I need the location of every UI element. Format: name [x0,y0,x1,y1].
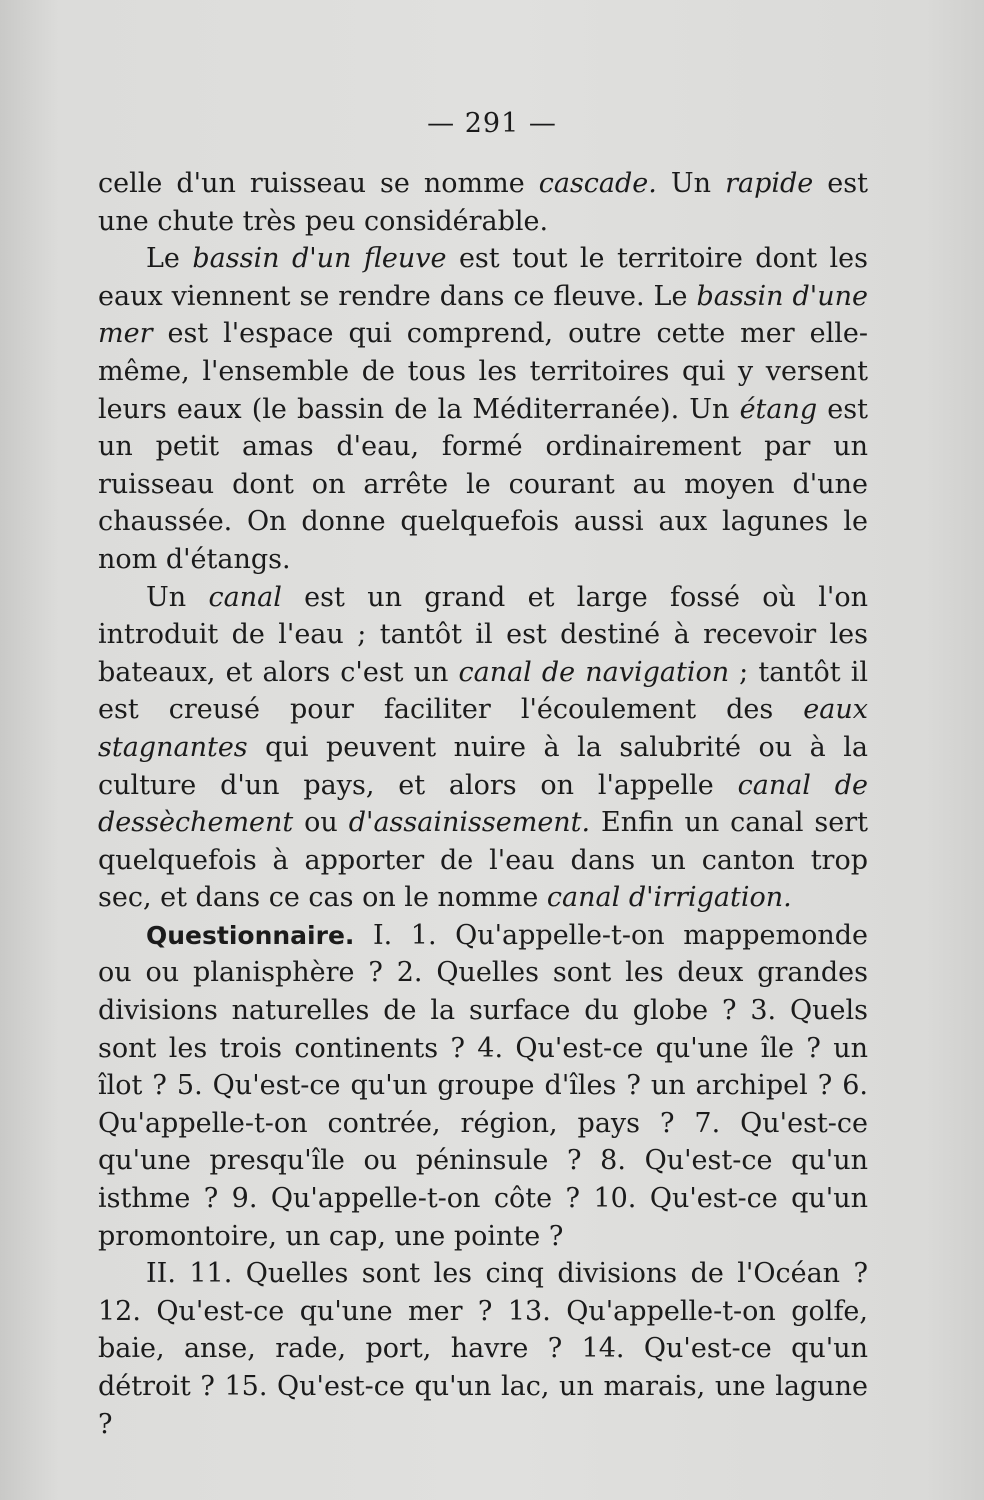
paragraph-questionnaire-1 [98,917,868,1255]
text-run: Enfin un canal sert quelquefois à apporter de l'eau dans un canton trop sec, et dans ce cas on le nomme [98,807,868,914]
italic-term: canal d'irrigation. [546,882,792,914]
text-run: ; tantôt il est creusé pour faciliter l'écoulement des [98,656,868,726]
text-run: Un [656,168,726,199]
italic-term: bassin d'un fleuve [192,243,447,275]
page-number: — 291 — [427,108,557,139]
text-run: Un [146,581,209,613]
text-run: qui peuvent nuire à la salubrité ou à la culture d'un pays, et alors on l'appelle [98,731,868,801]
text-run: I. 1. Qu'appelle-t-on mappemonde ou ou planisphère ? 2. Quelles sont les deux grandes divisions naturelles de la surface du globe ? 3. Quels sont les trois continents ? 4. Qu'est-ce qu'une île ? un îlot ? 5. Qu'est-ce qu'un groupe d'îles ? un archipel ? 6. Qu'appelle-t-on contrée, région, pays ? 7. Qu'est-ce qu'une presqu'île ou péninsule ? 8. Qu'est-ce qu'un isthme ? 9. Qu'appelle-t-on côte ? 10. Qu'est-ce qu'un promontoire, un cap, une pointe ? [98,919,868,1252]
text-run: II. 11. Quelles sont les cinq divisions de l'Océan ? 12. Qu'est-ce qu'une mer ? 13. Qu'appelle-t-on golfe, baie, anse, rade, port, havre ? 14. Qu'est-ce qu'un détroit ? 15. Qu'est-ce qu'un lac, un marais, une lagune ? [98,1258,868,1440]
text-run: est une chute très peu considérable. [98,168,868,237]
italic-term: étang [739,393,818,425]
italic-term: canal [208,581,282,613]
italic-term: cascade. [538,168,657,199]
text-run: est un petit amas d'eau, formé ordinairement par un ruisseau dont on arrête le courant au moyen d'une chaussée. On donne quelquefois aussi aux lagunes le nom d'étangs. [98,393,868,575]
italic-term: bassin d'une mer [98,280,868,350]
text-run: ou [293,807,349,839]
text-run: est l'espace qui comprend, outre cette mer elle-même, l'ensemble de tous les territoires qui y versent leurs eaux (le bassin de la Méditerranée). Un [98,318,868,425]
text-run: est un grand et large fossé où l'on introduit de l'eau ; tantôt il est destiné à recevoir les bateaux, et alors c'est un [98,581,868,688]
page-body [98,165,868,1443]
paragraph-questionnaire-2 [98,1255,868,1443]
text-run: est tout le territoire dont les eaux viennent se rendre dans ce fleuve. Le [98,243,869,312]
text-run: celle d'un ruisseau se nomme [98,168,539,199]
paragraph-canal [98,579,868,917]
questionnaire-heading: Questionnaire. [146,920,355,950]
italic-term: canal de navigation [458,656,730,688]
text-run: Le [146,243,193,275]
italic-term: d'assainissement. [348,807,591,839]
paragraph-cascade [98,165,868,240]
italic-term: eaux stagnantes [98,694,868,763]
paragraph-bassin [98,240,868,578]
italic-term: rapide [725,168,814,199]
italic-term: canal de dessèchement [98,769,868,839]
